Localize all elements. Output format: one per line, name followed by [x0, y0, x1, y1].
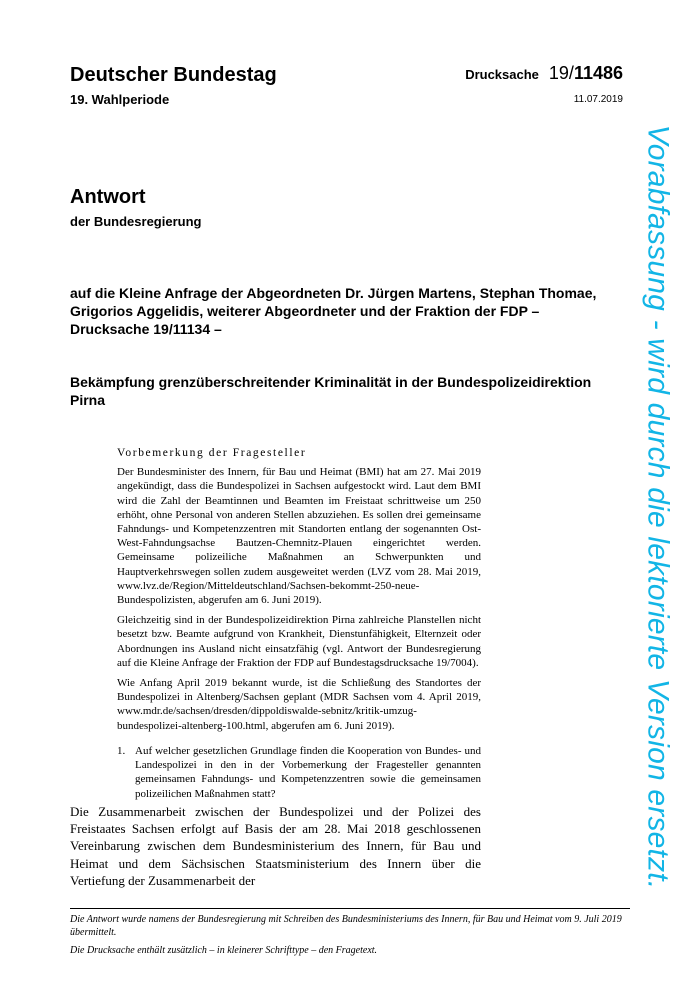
document-title: Antwort: [70, 186, 146, 208]
footer-notes: [70, 913, 630, 962]
document-subtitle: der Bundesregierung: [70, 214, 202, 229]
question-1: [117, 744, 481, 801]
preliminary-paragraph: Wie Anfang April 2019 bekannt wurde, ist die Schließung des Standortes der Bundespolizei in Altenberg/Sachsen geplant (MDR Sachsen vom 4. April 2019, www.mdr.de/sachsen/dresden/dippoldiswalde-sebnitz/kritik-umzug-bundespolizei-altenberg-100.html, abgerufen am 6. Juni 2019).: [117, 677, 481, 732]
institution-name: Deutscher Bundestag: [70, 64, 277, 86]
watermark-text: Vorabfassung - wird durch die lektorierte Version ersetzt.: [641, 124, 675, 890]
question-number: 1.: [117, 745, 126, 757]
drucksache-reference: [465, 63, 623, 84]
document-date: 11.07.2019: [573, 94, 623, 105]
legislative-period: 19. Wahlperiode: [70, 92, 170, 107]
footer-divider: [70, 908, 630, 909]
preliminary-paragraph: Gleichzeitig sind in der Bundespolizeidirektion Pirna zahlreiche Planstellen nicht besetzt bzw. Beamte aufgrund von Krankheit, Dienstunfähigkeit, Elternzeit oder Abordnungen ins Ausland nicht einsatzfähig (vgl. Antwort der Bundesregierung auf die Kleine Anfrage der Fraktion der FDP auf Bundestagsdrucksache 19/7004).: [117, 614, 481, 669]
footer-note-transmission: Die Antwort wurde namens der Bundesregierung mit Schreiben des Bundesministeriums des Innern, für Bau und Heimat vom 9. Juli 2019 übermittelt.: [70, 914, 622, 938]
drucksache-prefix: 19/: [548, 63, 574, 83]
inquiry-topic: Bekämpfung grenzüberschreitender Kriminalität in der Bundespolizeidirektion Pirna: [70, 374, 592, 408]
drucksache-label: Drucksache: [465, 67, 539, 82]
question-text: Auf welcher gesetzlichen Grundlage finden die Kooperation von Bundes- und Landespolizei in den in der Vorbemerkung der Fragesteller genannten gemeinsamen Fahndungs- und Kompetenzzentren sowie die gemeinsamen polizeilichen Maßnahmen statt?: [135, 745, 481, 800]
draft-watermark: [622, 112, 692, 902]
drucksache-number: 11486: [573, 63, 623, 83]
inquiry-reference: auf die Kleine Anfrage der Abgeordneten Dr. Jürgen Martens, Stephan Thomae, Grigorios Aggelidis, weiterer Abgeordneter und der Fraktion der FDP – Drucksache 19/11134 –: [70, 285, 597, 337]
preliminary-remarks-heading: Vorbemerkung der Fragesteller: [117, 447, 307, 459]
answer-text: Die Zusammenarbeit zwischen der Bundespolizei und der Polizei des Freistaates Sachsen erfolgt auf Basis der am 28. Mai 2018 geschlossenen Vereinbarung zwischen dem Bundesministerium des Innern, für Bau und Heimat und dem Sächsischen Staatsministerium des Innern über die Vertiefung der Zusammenarbeit der: [70, 804, 481, 888]
preliminary-remarks: [117, 446, 481, 739]
preliminary-paragraph: Der Bundesminister des Innern, für Bau und Heimat (BMI) hat am 27. Mai 2019 angekündigt, dass die Bundespolizei in Sachsen aufgestockt wird. Laut dem BMI wird die Zahl der Beamtinnen und Beamten im Freistaat schrittweise um 250 erhöht, ohne Personal von anderen Stellen abzuziehen. Es sollen drei gemeinsame Fahndungs- und Kompetenzzentren mit Standorten entlang der sogenannten Ost-West-Fahndungsachse Bautzen-Chemnitz-Plauen eingerichtet werden. Gemeinsame polizeiliche Maßnahmen an Schwerpunkten und Hauptverkehrswegen sollen zudem ausgeweitet werden (LVZ vom 28. Mai 2019, www.lvz.de/Region/Mitteldeutschland/Sachsen-bekommt-250-neue-Bundespolizisten, abgerufen am 6. Juni 2019).: [117, 466, 481, 607]
footer-note-font: Die Drucksache enthält zusätzlich – in kleinerer Schrifttype – den Fragetext.: [70, 945, 378, 956]
